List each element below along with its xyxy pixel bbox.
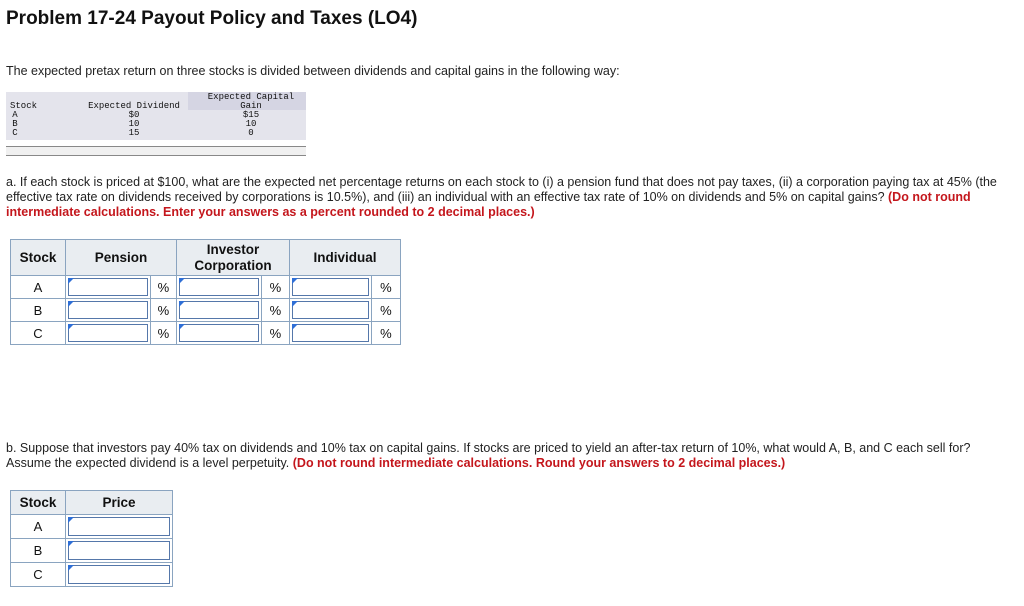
percent-sign: % [371,299,400,322]
row-stock-label: A [11,515,66,539]
row-stock-label: A [11,276,66,299]
corporation-input-a[interactable] [177,276,262,299]
question-a-instruction: (Do not round intermediate calculations. Enter your answers as a percent rounded to 2 decimal places.) [6,190,971,219]
col-header-stock: Stock [11,491,66,515]
page-title: Problem 17-24 Payout Policy and Taxes (LO4) [6,8,418,29]
row-stock-label: C [11,563,66,587]
individual-input-c[interactable] [290,322,372,345]
data-stock: C [12,128,18,138]
individual-input-b[interactable] [290,299,372,322]
table-row [11,322,401,345]
table-row [11,276,401,299]
percent-sign: % [150,322,176,345]
percent-sign: % [371,322,400,345]
col-header-individual: Individual [290,240,401,276]
col-header-corporation [177,240,290,276]
data-dividend: 10 [128,119,140,129]
row-stock-label: B [11,299,66,322]
table-row [11,515,173,539]
row-stock-label: B [11,539,66,563]
input-flag-icon [68,324,74,330]
pension-input-c[interactable] [66,322,151,345]
data-gain: $15 [242,110,260,120]
returns-data-table [6,92,306,140]
data-dividend: 15 [128,128,140,138]
question-b-text: b. Suppose that investors pay 40% tax on dividends and 10% tax on capital gains. If stocks are priced to yield an after-tax return of 10%, what would A, B, and C each sell for? Assume the expected dividend is a level perpetuity. [6,441,971,470]
col-header-stock: Stock [11,240,66,276]
gain-header-line1: Expected Capital [207,92,295,102]
data-dividend: $0 [128,110,140,120]
input-flag-icon [68,565,74,571]
row-stock-label: C [11,322,66,345]
answer-table-a [10,239,401,345]
price-input-c[interactable] [66,563,173,587]
price-input-b[interactable] [66,539,173,563]
col-header-price: Price [66,491,173,515]
percent-sign: % [261,299,289,322]
percent-sign: % [150,299,176,322]
input-flag-icon [292,278,298,284]
corporation-input-c[interactable] [177,322,262,345]
input-flag-icon [68,301,74,307]
input-flag-icon [292,324,298,330]
input-flag-icon [68,541,74,547]
table-row [11,563,173,587]
data-row [6,111,306,120]
table-row [11,299,401,322]
col-header-pension: Pension [66,240,177,276]
data-stock: A [12,110,18,120]
data-row [6,129,306,138]
question-a-text: a. If each stock is priced at $100, what are the expected net percentage returns on each stock to (i) a pension fund that does not pay taxes, (ii) a corporation paying tax at 45% (the effective tax rate on dividends received by corporations is 10.5%), and (iii) an individual with an effective tax rate of 10% on dividends and 5% on capital gains? [6,175,997,204]
price-input-a[interactable] [66,515,173,539]
question-b-instruction: (Do not round intermediate calculations. Round your answers to 2 decimal places.) [292,456,786,470]
percent-sign: % [150,276,176,299]
corp-header-line1: Investor [206,241,260,257]
input-flag-icon [292,301,298,307]
percent-sign: % [371,276,400,299]
input-flag-icon [179,301,185,307]
data-stock: B [12,119,18,129]
pension-input-a[interactable] [66,276,151,299]
input-flag-icon [179,324,185,330]
gain-header-line2: Gain [240,101,262,111]
data-row [6,120,306,129]
data-gain: 0 [248,128,254,138]
corporation-input-b[interactable] [177,299,262,322]
percent-sign: % [261,276,289,299]
dividend-header: Expected Dividend [88,101,180,111]
input-flag-icon [179,278,185,284]
corp-header-line2: Corporation [194,257,272,273]
input-flag-icon [68,517,74,523]
pension-input-b[interactable] [66,299,151,322]
intro-text: The expected pretax return on three stocks is divided between dividends and capital gains in the following way: [6,64,620,78]
answer-table-b [10,490,173,587]
percent-sign: % [261,322,289,345]
data-gain: 10 [245,119,257,129]
table-row [11,539,173,563]
question-b [6,441,1016,471]
question-a [6,175,1016,220]
stock-header: Stock [10,101,38,111]
individual-input-a[interactable] [290,276,372,299]
divider-bar [6,146,306,156]
input-flag-icon [68,278,74,284]
